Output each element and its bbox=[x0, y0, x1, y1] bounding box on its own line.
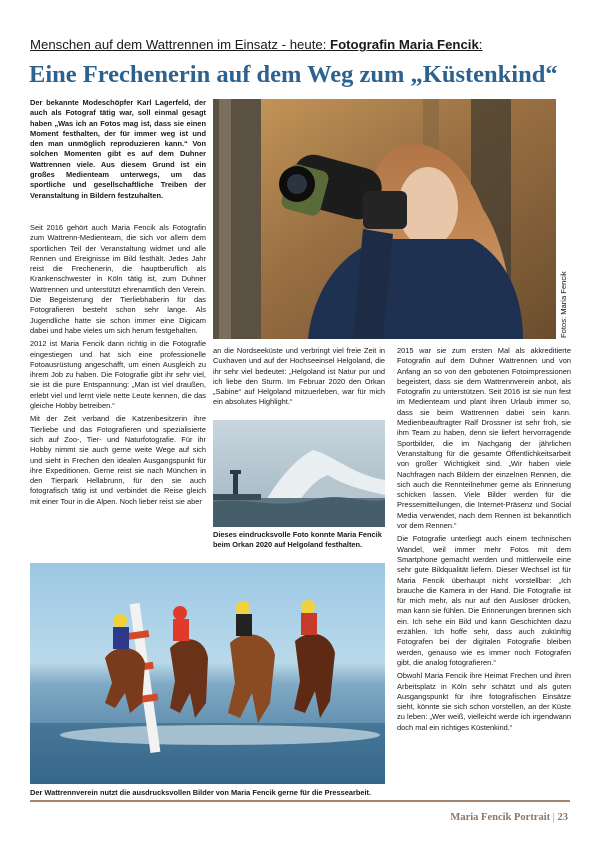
wattrennen-race-photo bbox=[30, 563, 385, 784]
paragraph: Obwohl Maria Fencik ihre Heimat Frechen und ihren Arbeitsplatz in Köln sehr schätzt und als guten Ausgangspunkt für ihre fotografischen Einsätze sieht, könnte sie sich schon vorstellen, an der Küste zu leben: „Wer weiß, vielleicht werde ich irgendwann doch mal ein richtiges Küstenkind.“ bbox=[397, 671, 571, 732]
paragraph: Seit 2016 gehört auch Maria Fencik als Fotografin zum Wattrenn-Medienteam, die sich vor allem dem sportlichen Teil der Veranstaltung widmet und alle Rennen und Ereignisse im Bild festhält. Jedes Jahr reist die Frechenerin, die hauptberuflich als Krankenschwester in Köln tätig ist, zum Duhner Wattrennen und unterstützt ehrenamtlich den Verein. Die Begeisterung der Tierliebhaberin für das Fotografieren besteht schon sehr lange. Als Jugendliche hatte sie schon immer eine Digicam dabei und habe vieles um sich herum festgehalten. bbox=[30, 223, 206, 335]
article-column-1 bbox=[30, 98, 206, 201]
photo-credit: Fotos: Maria Fencik bbox=[559, 271, 568, 338]
race-photo-caption: Der Wattrennverein nutzt die ausdrucksvollen Bilder von Maria Fencik gerne für die Pressearbeit. bbox=[30, 788, 372, 797]
page-footer bbox=[450, 812, 568, 823]
footer-text: Maria Fencik Portrait bbox=[450, 812, 551, 823]
article-column-1b bbox=[30, 223, 206, 507]
kicker-bold: Fotografin Maria Fencik bbox=[330, 37, 479, 52]
helgoland-storm-photo bbox=[213, 420, 385, 527]
paragraph: Die Fotografie unterliegt auch einem technischen Wandel, weil immer mehr Fotos mit dem Smartphone gemacht werden und mittlerweile eine sehr gute Bildqualität liefern. Dieser Wechsel ist für Maria Fencik überhaupt nicht vorstellbar: „Ich brauche die Kamera in der Hand. Die Fotografie ist für mich mehr, als nur auf den Auslöser drücken, man kann sie fühlen. Die Erinnerungen brennen sich ein. Ich sehe ein Bild und kann Geschichten dazu erzählen. Ich hoffe sehr, dass auch zukünftig Fotografen bei der digitalen Fotografie bleiben werden, genauso wie es immer noch Fotografen gibt, die analog fotografieren.“ bbox=[397, 534, 571, 667]
article-column-3 bbox=[397, 346, 571, 733]
paragraph: 2015 war sie zum ersten Mal als akkreditierte Fotografin auf dem Duhner Wattrennen und von Anfang an so von den gebotenen Fotoimpressionen begeistert, dass sie dem Wattrennverein anbot, als Fotografin zu unterstützen. Seit 2016 ist sie nun fest im Medienteam und plant ihren Urlaub immer so, dass sie beim Wattrennen dabei sein kann. Medienbeauftragter Ralf Drossner ist sehr froh, sie ihm Team zu haben, denn sie liefert hervorragende Sportbilder, die im Nachgang der jährlichen Veranstaltung für die gesamte Öffentlichkeitsarbeit von großer Wichtigkeit sind. „Wir haben viele Nachfragen nach Bildern der einzelnen Rennen, die sich auch die Rennteilnehmer gerne als Erinnerung schicken lassen. Viele Bilder werden für die Pressemitteilungen, die Internet-Präsenz und Social Media verwendet, nach dem Rennen ist bekanntlich vor dem Rennen.“ bbox=[397, 346, 571, 531]
paragraph: 2012 ist Maria Fencik dann richtig in die Fotografie eingestiegen und hat sich eine professionelle Fotoausrüstung angeschafft, um einen Ausgleich zu ihrem Job zu haben. Die Fotografie gibt ihr sehr viel, sie ist die pure Entspannung: „Man ist viel draußen, erlebt viel und lernt viele nette Leute kennen, die das gleiche Hobby betreiben.“ bbox=[30, 339, 206, 411]
article-title: Eine Frechenerin auf dem Weg zum „Küstenkind“ bbox=[29, 61, 558, 88]
storm-photo-caption: Dieses eindrucksvolle Foto konnte Maria Fencik beim Orkan 2020 auf Helgoland festhalten. bbox=[213, 530, 382, 550]
photographer-portrait-photo bbox=[213, 99, 556, 339]
kicker-prefix: Menschen auf dem Wattrennen im Einsatz - heute: bbox=[30, 37, 331, 52]
article-column-2 bbox=[213, 346, 385, 408]
footer-separator: | bbox=[552, 812, 555, 823]
intro-paragraph: Der bekannte Modeschöpfer Karl Lagerfeld, der auch als Fotograf tätig war, soll einmal gesagt haben „Was ich an Fotos mag ist, dass sie einen Moment festhalten, der für immer weg ist und den man unmöglich reproduzieren kann.“ Von solchen Momenten gibt es auf dem Duhner Wattrennen viele. Aus diesem Grund ist ein großes Medienteam unterwegs, um das sportliche und gesellschaftliche Treiben der Veranstaltung in Bildern festzuhalten. bbox=[30, 98, 206, 200]
kicker-suffix: : bbox=[478, 37, 483, 52]
kicker-line bbox=[30, 37, 570, 53]
footer-rule bbox=[30, 800, 570, 802]
paragraph: an die Nordseeküste und verbringt viel freie Zeit in Cuxhaven und auf der Hochseeinsel Helgoland, die ihr sehr viel bedeutet: „Helgoland ist Natur pur und ich liebe den Sturm. Im Februar 2020 den Orkan „Sabine“ auf Helgoland mitzuerleben, war für mich ein absolutes Highlight.“ bbox=[213, 346, 385, 407]
page-number: 23 bbox=[557, 812, 568, 823]
paragraph: Mit der Zeit verband die Katzenbesitzerin ihre Tierliebe und das Fotografieren und spezialisierte sich auf Zoo-, Tier- und Naturfotografie. Für ihr Hobby nimmt sie auch gerne weite Wege auf sich und sieht in Frechen den idealen Ausgangspunkt für ihre Expeditionen. Gerne reist sie nach München in den Tierpark Hellabrunn, für den sie auch fotografisch tätig ist und verbindet die Reise gleich mit einer Tour in die Alpen. Noch lieber reist sie aber bbox=[30, 414, 206, 506]
